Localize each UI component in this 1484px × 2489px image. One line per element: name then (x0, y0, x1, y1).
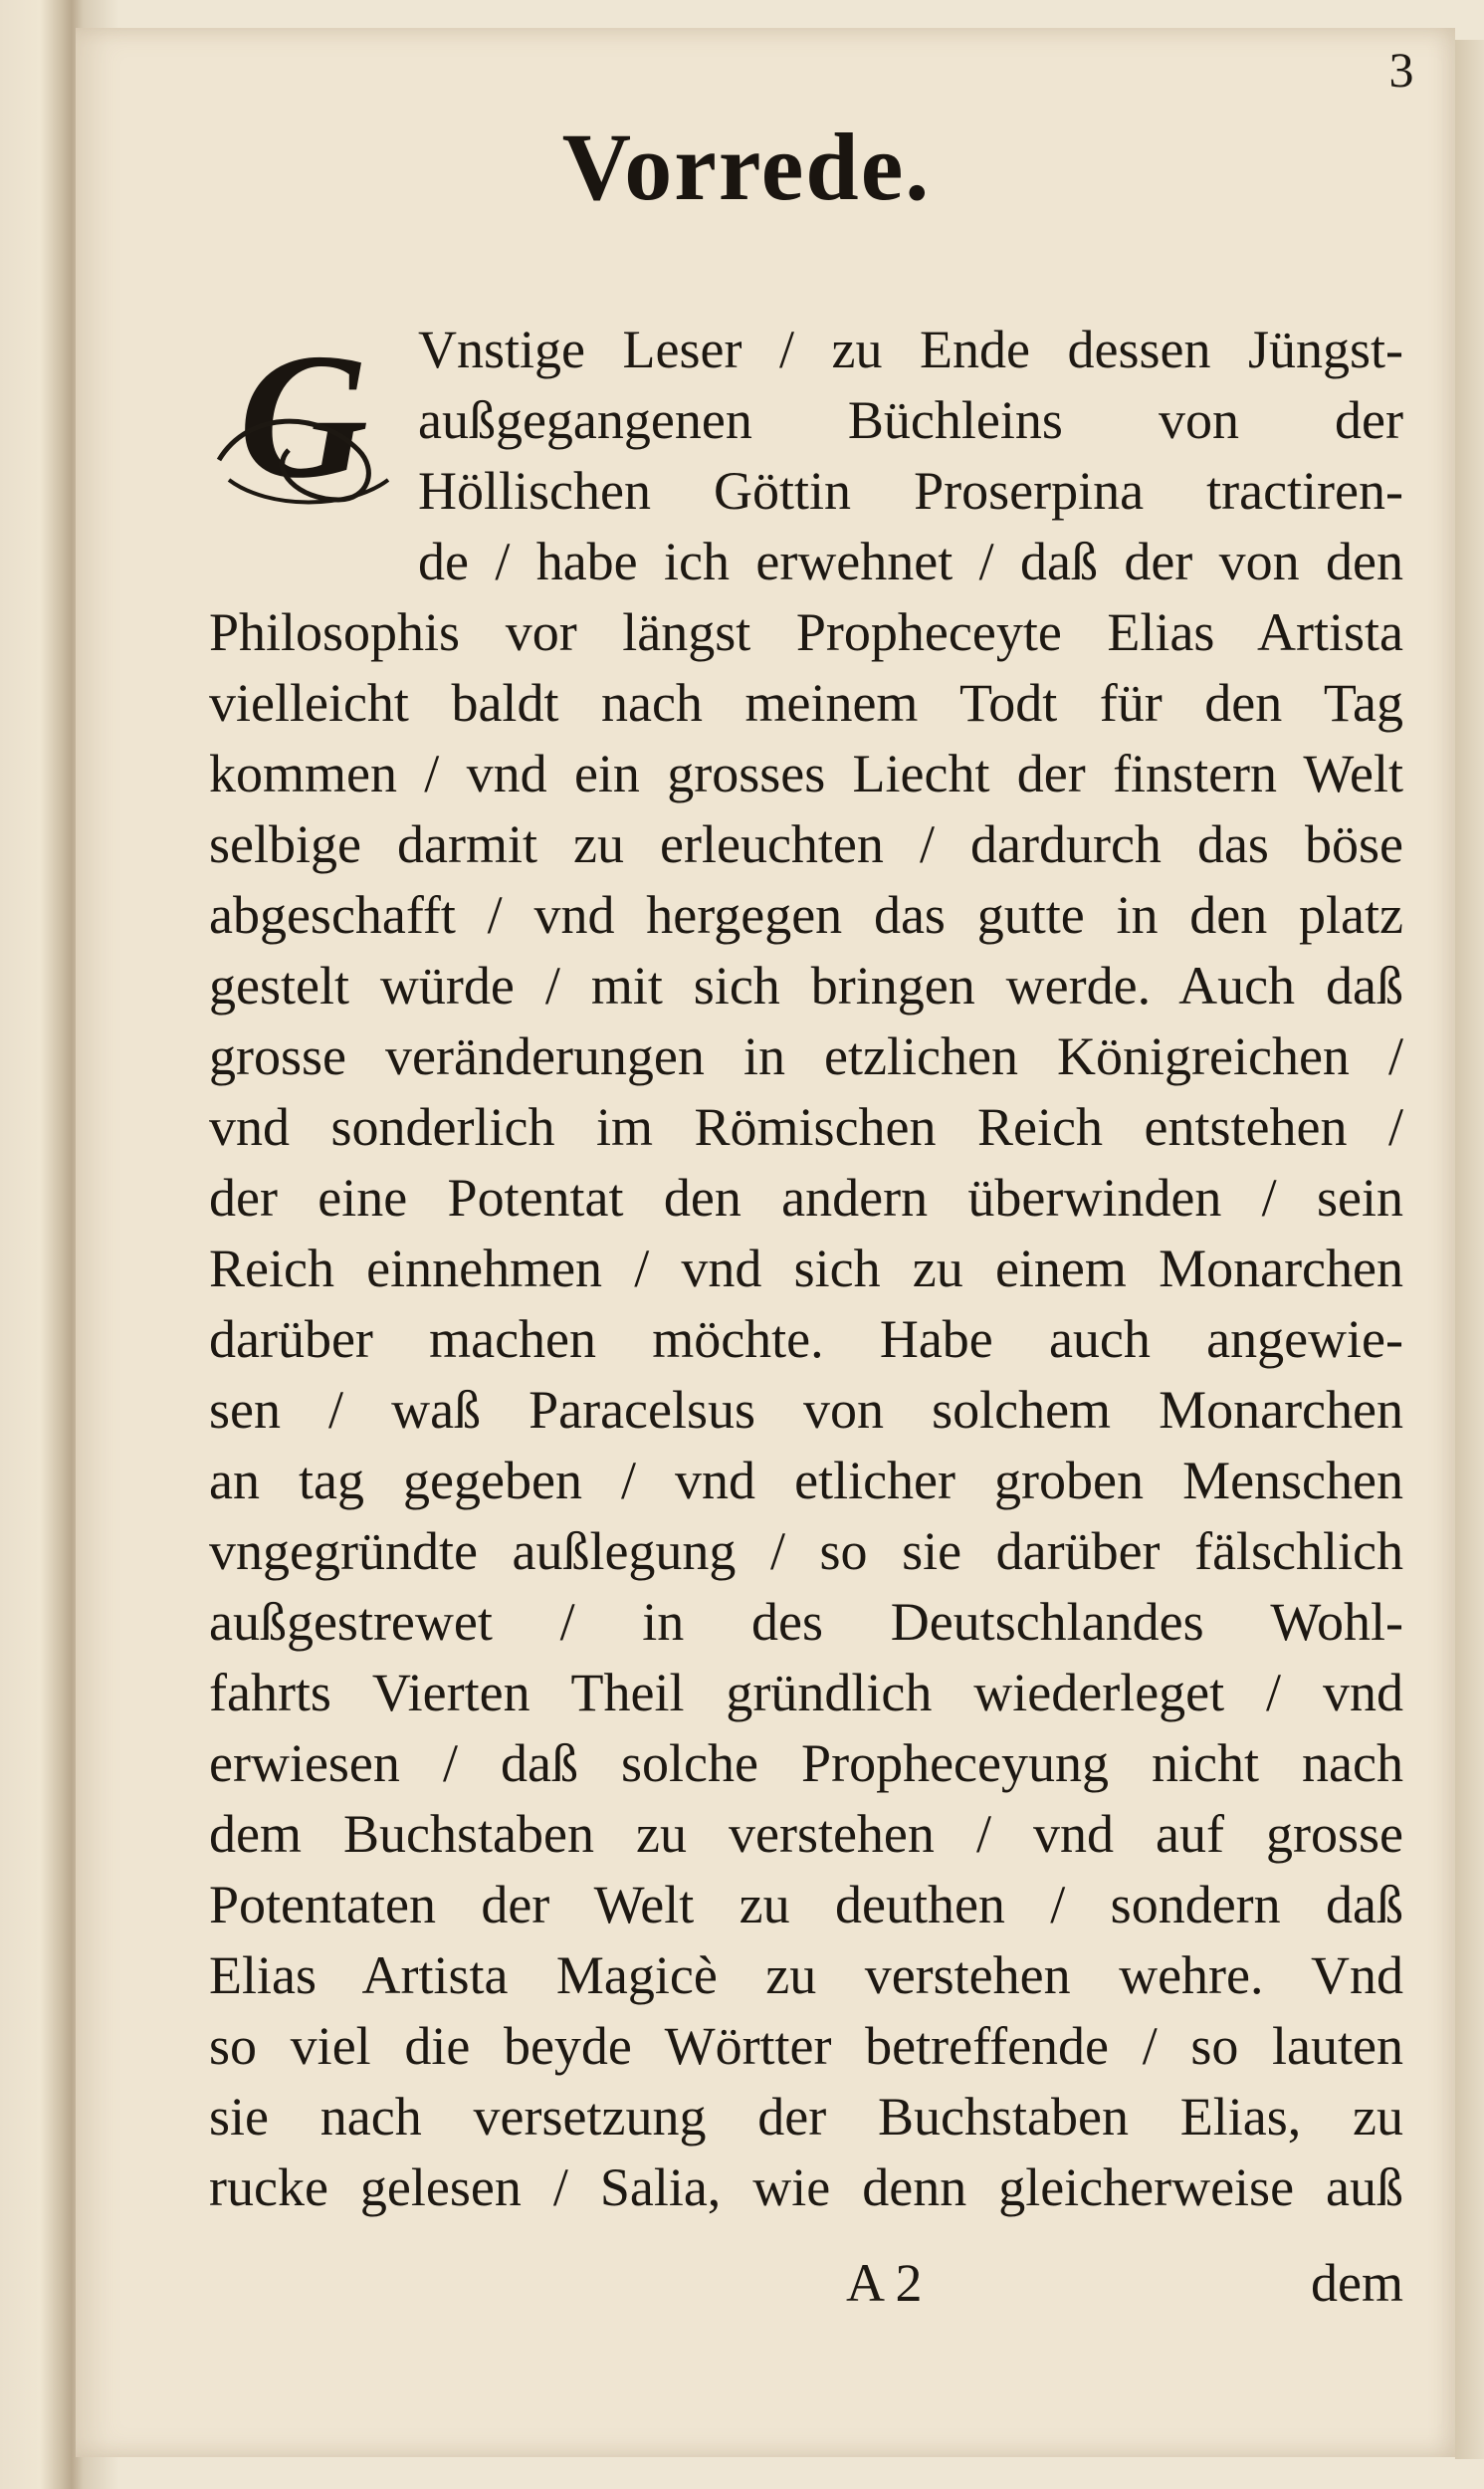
text-line: Reich einnehmen / vnd sich zu einem Monarchen (209, 1239, 1403, 1298)
text-line: darüber machen möchte. Habe auch angewie- (209, 1309, 1403, 1369)
initial-flourish-ornament (209, 370, 398, 520)
text-line: gestelt würde / mit sich bringen werde. Auch daß (209, 956, 1403, 1016)
text-line: abgeschafft / vnd hergegen das gutte in den platz (209, 885, 1403, 945)
text-line: fahrts Vierten Theil gründlich wiederleget / vnd (209, 1663, 1403, 1722)
signature-mark: A 2 (846, 2253, 923, 2313)
catchword: dem (1311, 2253, 1403, 2313)
text-line: Höllischen Göttin Proserpina tractiren- (418, 461, 1403, 521)
text-line: de / habe ich erwehnet / daß der von den (418, 532, 1403, 591)
text-line: der eine Potentat den andern überwinden / sein (209, 1168, 1403, 1228)
page-number: 3 (1388, 42, 1414, 98)
text-line: erwiesen / daß solche Propheceyung nicht nach (209, 1733, 1403, 1793)
text-line: außgestrewet / in des Deutschlandes Wohl- (209, 1592, 1403, 1652)
text-line: selbige darmit zu erleuchten / dardurch das böse (209, 814, 1403, 874)
page-heading: Vorrede. (561, 113, 932, 220)
text-line: Potentaten der Welt zu deuthen / sondern daß (209, 1875, 1403, 1934)
text-line: grosse veränderungen in etzlichen Königreichen / (209, 1026, 1403, 1086)
text-line: so viel die beyde Wörtter betreffende / so lauten (209, 2016, 1403, 2076)
text-line: rucke gelesen / Salia, wie denn gleicherweise auß (209, 2157, 1403, 2217)
text-line: vnd sonderlich im Römischen Reich entstehen / (209, 1097, 1403, 1157)
text-line: sen / waß Paracelsus von solchem Monarchen (209, 1380, 1403, 1440)
text-line: vielleicht baldt nach meinem Todt für den Tag (209, 673, 1403, 733)
text-line: außgegangenen Büchleins von der (418, 390, 1403, 450)
text-line: an tag gegeben / vnd etlicher groben Menschen (209, 1451, 1403, 1510)
text-line: kommen / vnd ein grosses Liecht der finstern Welt (209, 744, 1403, 803)
text-line: Elias Artista Magicè zu verstehen wehre. Vnd (209, 1945, 1403, 2005)
text-line: Vnstige Leser / zu Ende dessen Jüngst- (418, 320, 1403, 379)
text-line: dem Buchstaben zu verstehen / vnd auf grosse (209, 1804, 1403, 1864)
text-line: vngegründte außlegung / so sie darüber fälschlich (209, 1521, 1403, 1581)
page-edge (1455, 40, 1484, 2459)
text-line: sie nach versetzung der Buchstaben Elias, zu (209, 2087, 1403, 2147)
text-line: Philosophis vor längst Propheceyte Elias Artista (209, 602, 1403, 662)
decorated-initial: G (239, 317, 368, 515)
